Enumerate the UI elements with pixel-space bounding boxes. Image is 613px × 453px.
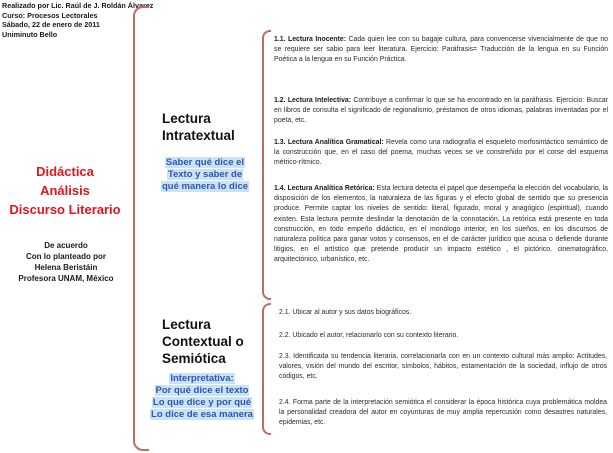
contextual-title-line-3: Semiótica	[162, 351, 226, 366]
header-author: Realizado por Lic. Raúl de J. Roldán Álvarez	[2, 1, 154, 10]
item-1-3-text: Revela como una radiografía el esqueleto morfosintáctico semántico de la construcción que, en el caso del poema, muchas veces se ve constreñido por el corse del esquema métrico-rítmico.	[274, 139, 609, 167]
intratextual-title-line-2: Intratextual	[162, 128, 235, 143]
item-1-1-text: Cada quien lee con su bagaje cultura, para convencerse vivencialmente de que no se requiere ser sabio para leer literatura. Ejercicio: Paráfrasis= Traducción de la lengua en su Función Poética a la lengua en su Función Práctica.	[274, 36, 608, 64]
title-line-3: Discurso Literario	[9, 202, 121, 217]
intratextual-item-4	[274, 184, 608, 266]
header-institution: Uniminuto Bello	[2, 29, 58, 39]
intratextual-item-3	[274, 138, 608, 169]
item-2-2-text: 2.2. Ubicado el autor, relacionarlo con su contexto literario.	[279, 332, 459, 339]
contextual-subtitle-line-2: Por qué dice el texto	[155, 385, 249, 396]
item-1-2-label: 1.2. Lectura Intelectiva:	[274, 97, 352, 104]
item-2-1-text: 2.1. Ubicar al autor y sus datos biográficos.	[279, 309, 412, 316]
intratextual-subtitle	[152, 157, 258, 193]
intratextual-item-1	[274, 35, 608, 66]
header-course: Curso: Procesos Lectorales	[2, 10, 98, 20]
intratextual-bracket	[262, 30, 271, 300]
contextual-bracket	[262, 303, 271, 435]
contextual-subtitle-line-4: Lo dice de esa manera	[151, 409, 253, 420]
item-1-1-label: 1.1. Lectura Inocente:	[274, 36, 347, 43]
item-1-4-label: 1.4. Lectura Analítica Retórica:	[274, 185, 375, 192]
contextual-item-2	[279, 331, 607, 341]
item-2-4-text: 2.4. Forma parte de la interpretación semiótica el considerar la época histórica cuya problemática moldea la personalidad creadora del autor en coyunturas de muy amplia repercusión como desastres naturales, epidemias, etc.	[279, 399, 607, 427]
attribution	[6, 240, 126, 284]
title-line-1: Didáctica	[36, 164, 94, 179]
attribution-line-3: Helena Beristáin	[34, 263, 98, 272]
item-1-2-text: Contribuye a confirmar lo que se ha encontrado en la paráfrasis. Ejercicio: Buscar en libros de consulta el significado de regionalismo, préstamos de otros idiomas, palabras inventadas por el poeta, etc.	[274, 97, 608, 125]
intratextual-title-line-1: Lectura	[162, 111, 211, 126]
contextual-subtitle	[146, 373, 258, 421]
title-line-2: Análisis	[40, 183, 90, 198]
section-contextual-title	[162, 316, 244, 367]
header-date: Sábado, 22 de enero de 2011	[2, 20, 100, 30]
author-header	[2, 1, 153, 39]
attribution-line-4: Profesora UNAM, México	[18, 274, 114, 283]
item-1-4-text: Esta lectura detecta el papel que desempeña la elección del vocabulario, la disposición de los elementos, la naturaleza de las figuras y el efecto global de sentido que su presencia produce. Permite captar los niveles de sentido: literal, figurado, moral y anagógico (espiritual), cuando existen. Esta lectura permite deslindar la denotación de la connotación. La retórica está presente en toda construcción, en todo empeño didáctico, en el monólogo interior, en los sueños, en los discursos de naturaleza política para ganar votos y consensos, en el de carácter jurídico que acusa o defiende durante litigios, en el artístico que pretende producir un impacto estético , el pictórico, cinematográfico, arquitectónico, urbanístico, etc.	[274, 185, 608, 264]
intratextual-item-2	[274, 96, 608, 127]
attribution-line-1: De acuerdo	[44, 241, 88, 250]
intratextual-subtitle-line-3: qué manera lo dice	[161, 181, 249, 192]
contextual-subtitle-line-3: Lo que dice y por qué	[152, 397, 252, 408]
attribution-line-2: Con lo planteado por	[26, 252, 106, 261]
contextual-subtitle-line-1: Interpretativa:	[170, 373, 234, 384]
contextual-title-line-2: Contextual o	[162, 334, 244, 349]
item-2-3-text: 2.3. Identificada su tendencia literaria, correlacionarla con en un contexto cultural más amplio: Actitudes, valores, visión del mundo del escritor, símbolos, hábitos, estamentación de la sociedad, influjo de otros códigos, etc.	[279, 353, 607, 381]
contextual-title-line-1: Lectura	[162, 317, 211, 332]
contextual-item-3	[279, 352, 607, 383]
intratextual-subtitle-line-2: Texto y saber de	[167, 169, 243, 180]
intratextual-subtitle-line-1: Saber qué dice el	[165, 157, 245, 168]
item-1-3-label: 1.3. Lectura Analítica Gramatical:	[274, 139, 384, 146]
section-intratextual-title	[162, 110, 235, 144]
contextual-item-4	[279, 398, 607, 429]
main-title	[0, 162, 130, 219]
contextual-item-1	[279, 308, 607, 318]
